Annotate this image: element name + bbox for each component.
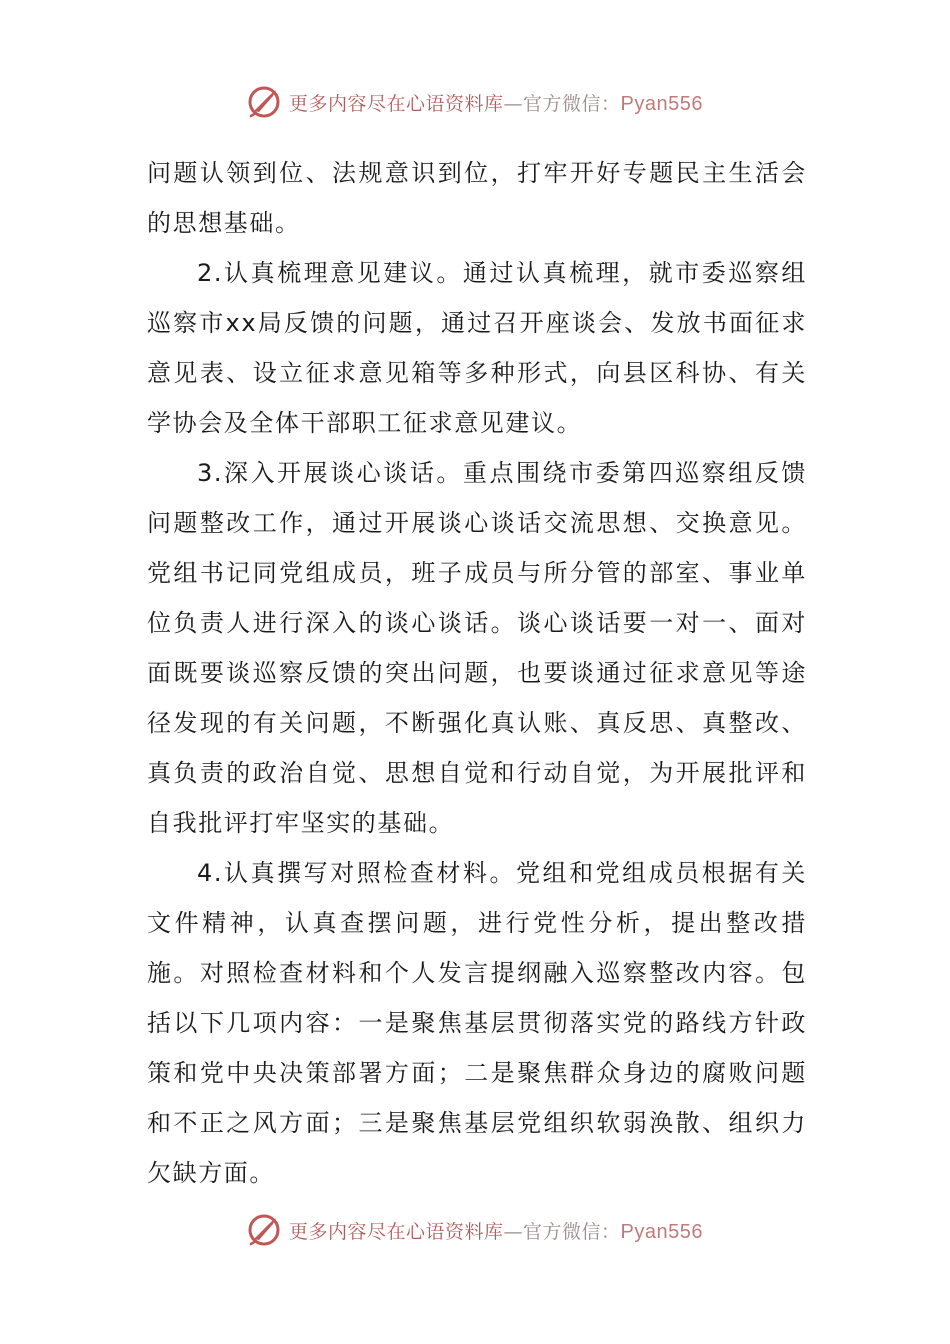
banner-wechat-id: Pyan556 <box>620 92 703 115</box>
quill-logo-icon <box>247 1212 283 1248</box>
quill-logo-icon <box>247 84 283 120</box>
paragraph-continuation: 问题认领到位、法规意识到位，打牢开好专题民主生活会的思想基础。 <box>147 159 807 237</box>
document-body <box>147 148 807 1198</box>
paragraph-item-2: 2.认真梳理意见建议。通过认真梳理，就市委巡察组巡察市xx局反馈的问题，通过召开座谈会、发放书面征求意见表、设立征求意见箱等多种形式，向县区科协、有关学协会及全体干部职工征求意见建议。 <box>147 259 807 437</box>
banner-separator: —官方微信： <box>503 1220 621 1243</box>
footer-banner <box>0 1210 950 1250</box>
paragraph-item-4: 4.认真撰写对照检查材料。党组和党组成员根据有关文件精神，认真查摆问题，进行党性分析，提出整改措施。对照检查材料和个人发言提纲融入巡察整改内容。包括以下几项内容：一是聚焦基层贯彻落实党的路线方针政策和党中央决策部署方面；二是聚焦群众身边的腐败问题和不正之风方面；三是聚焦基层党组织软弱涣散、组织力欠缺方面。 <box>147 859 807 1187</box>
banner-wechat-id: Pyan556 <box>620 1220 703 1243</box>
banner-title: 更多内容尽在心语资料库 <box>289 1220 504 1243</box>
paragraph-item-3: 3.深入开展谈心谈话。重点围绕市委第四巡察组反馈问题整改工作，通过开展谈心谈话交流思想、交换意见。党组书记同党组成员，班子成员与所分管的部室、事业单位负责人进行深入的谈心谈话。谈心谈话要一对一、面对面既要谈巡察反馈的突出问题，也要谈通过征求意见等途径发现的有关问题，不断强化真认账、真反思、真整改、真负责的政治自觉、思想自觉和行动自觉，为开展批评和自我批评打牢坚实的基础。 <box>147 459 807 837</box>
header-banner <box>0 82 950 122</box>
banner-title: 更多内容尽在心语资料库 <box>289 92 504 115</box>
banner-separator: —官方微信： <box>503 92 621 115</box>
